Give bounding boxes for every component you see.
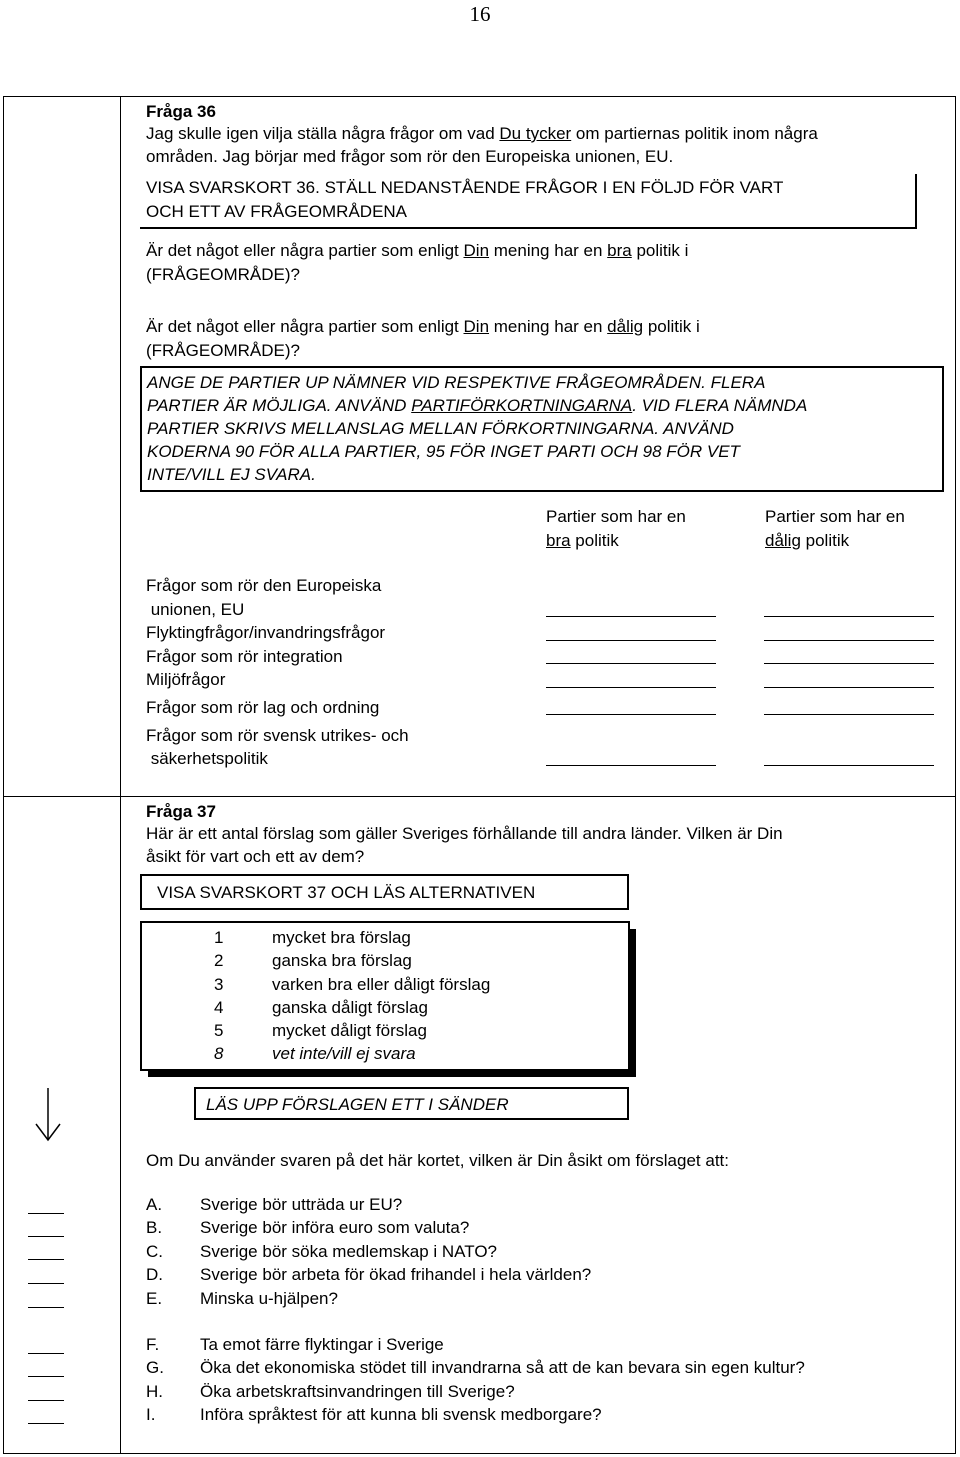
col-header-bad-line2: dålig politik — [765, 531, 850, 550]
answer-option: 3 varken bra eller dåligt förslag — [214, 974, 491, 994]
q36-note-line1: ANGE DE PARTIER UP NÄMNER VID RESPEKTIVE FRÅGEOMRÅDEN. FLERA — [147, 373, 766, 392]
q36-question-good-line2: (FRÅGEOMRÅDE)? — [146, 265, 300, 284]
q36-intro-line1: Jag skulle igen vilja ställa några frågor om vad Du tycker om partiernas politik inom några — [146, 124, 818, 143]
answer-blank-bad-environment[interactable] — [764, 687, 934, 688]
col-header-good-line2: bra politik — [546, 531, 619, 550]
q36-title: Fråga 36 — [146, 102, 216, 121]
q36-note-line5: INTE/VILL EJ SVARA. — [147, 465, 316, 484]
q37-item: C. Sverige bör söka medlemskap i NATO? — [146, 1241, 497, 1261]
q37-items-group1 — [146, 1193, 591, 1310]
area-label: Frågor som rör lag och ordning — [146, 698, 380, 717]
answer-blank-e[interactable] — [28, 1307, 64, 1308]
answer-blank-good-environment[interactable] — [546, 687, 716, 688]
answer-option: 8 vet inte/vill ej svara — [214, 1044, 416, 1064]
q37-item: F. Ta emot färre flyktingar i Sverige — [146, 1335, 444, 1354]
answer-blank-f[interactable] — [28, 1353, 64, 1354]
q37-title: Fråga 37 — [146, 802, 216, 821]
answer-blank-good-refugee[interactable] — [546, 640, 716, 641]
area-label: Miljöfrågor — [146, 670, 226, 689]
q36-instruction-box — [140, 174, 917, 229]
answer-column-divider — [120, 96, 121, 1454]
answer-blank-good-law[interactable] — [546, 714, 716, 715]
q36-note-line2: PARTIER ÄR MÖJLIGA. ANVÄND PARTIFÖRKORTNINGARNA. VID FLERA NÄMNDA — [147, 396, 808, 415]
q37-intro-line1: Här är ett antal förslag som gäller Sveriges förhållande till andra länder. Vilken är Din — [146, 824, 783, 843]
question-divider — [3, 796, 956, 797]
area-label: Flyktingfrågor/invandringsfrågor — [146, 623, 386, 642]
answer-option: 4 ganska dåligt förslag — [214, 997, 428, 1017]
q37-show-card-label: VISA SVARSKORT 37 OCH LÄS ALTERNATIVEN — [157, 883, 536, 902]
answer-blank-d[interactable] — [28, 1283, 64, 1284]
q37-read-up-label: LÄS UPP FÖRSLAGEN ETT I SÄNDER — [206, 1095, 509, 1114]
q37-item: A. Sverige bör utträda ur EU? — [146, 1195, 403, 1214]
area-label: Frågor som rör integration — [146, 647, 343, 666]
answer-options — [214, 926, 490, 1066]
q37-show-card-box — [140, 874, 629, 910]
q36-interviewer-note-box — [140, 366, 944, 492]
col-header-bad-line1: Partier som har en — [765, 507, 905, 526]
down-arrow-icon — [28, 1088, 68, 1148]
q37-lead: Om Du använder svaren på det här kortet, vilken är Din åsikt om förslaget att: — [146, 1151, 729, 1170]
q36-question-bad: Är det något eller några partier som enligt Din mening har en dålig politik i — [146, 317, 700, 336]
q37-read-up-box — [194, 1087, 629, 1120]
page-number: 16 — [469, 2, 491, 26]
q36-instruction-line1: VISA SVARSKORT 36. STÄLL NEDANSTÅENDE FRÅGOR I EN FÖLJD FÖR VART — [146, 178, 784, 197]
answer-blank-b[interactable] — [28, 1236, 64, 1237]
answer-blank-bad-integration[interactable] — [764, 663, 934, 664]
q36-note-line4: KODERNA 90 FÖR ALLA PARTIER, 95 FÖR INGET PARTI OCH 98 FÖR VET — [147, 442, 740, 461]
answer-blank-a[interactable] — [28, 1213, 64, 1214]
answer-card — [140, 921, 630, 1071]
q37-item: E. Minska u-hjälpen? — [146, 1288, 338, 1308]
answer-option: 5 mycket dåligt förslag — [214, 1021, 427, 1041]
area-label: säkerhetspolitik — [146, 749, 268, 768]
q36-note-line3: PARTIER SKRIVS MELLANSLAG MELLAN FÖRKORTNINGARNA. ANVÄND — [147, 419, 734, 438]
q37-item: G. Öka det ekonomiska stödet till invandrarna så att de kan bevara sin egen kultur? — [146, 1358, 805, 1378]
answer-blank-c[interactable] — [28, 1259, 64, 1260]
answer-blank-bad-eu[interactable] — [764, 616, 934, 617]
answer-blank-g[interactable] — [28, 1376, 64, 1377]
q37-item: B. Sverige bör införa euro som valuta? — [146, 1218, 470, 1238]
answer-blank-bad-law[interactable] — [764, 714, 934, 715]
answer-blank-good-eu[interactable] — [546, 616, 716, 617]
q37-item: I. Införa språktest för att kunna bli svensk medborgare? — [146, 1405, 602, 1425]
q37-items-group2 — [146, 1333, 805, 1427]
answer-blank-h[interactable] — [28, 1400, 64, 1401]
q36-intro-line2: områden. Jag börjar med frågor som rör den Europeiska unionen, EU. — [146, 147, 674, 166]
q36-question-good: Är det något eller några partier som enligt Din mening har en bra politik i — [146, 241, 689, 260]
q36-question-bad-line2: (FRÅGEOMRÅDE)? — [146, 341, 300, 360]
answer-blank-bad-refugee[interactable] — [764, 640, 934, 641]
answer-blank-good-foreign[interactable] — [546, 765, 716, 766]
answer-option: 2 ganska bra förslag — [214, 951, 412, 971]
area-label: unionen, EU — [146, 600, 245, 619]
q36-instruction-line2: OCH ETT AV FRÅGEOMRÅDENA — [146, 202, 408, 221]
area-label: Frågor som rör den Europeiska — [146, 576, 382, 595]
area-label: Frågor som rör svensk utrikes- och — [146, 726, 409, 745]
q37-item: D. Sverige bör arbeta för ökad frihandel i hela världen? — [146, 1265, 592, 1285]
answer-option: 1 mycket bra förslag — [214, 928, 411, 947]
q37-item: H. Öka arbetskraftsinvandringen till Sverige? — [146, 1381, 515, 1401]
q37-intro-line2: åsikt för vart och ett av dem? — [146, 847, 365, 866]
answer-blank-good-integration[interactable] — [546, 663, 716, 664]
answer-blank-bad-foreign[interactable] — [764, 765, 934, 766]
answer-blank-i[interactable] — [28, 1423, 64, 1424]
col-header-good-line1: Partier som har en — [546, 507, 686, 526]
